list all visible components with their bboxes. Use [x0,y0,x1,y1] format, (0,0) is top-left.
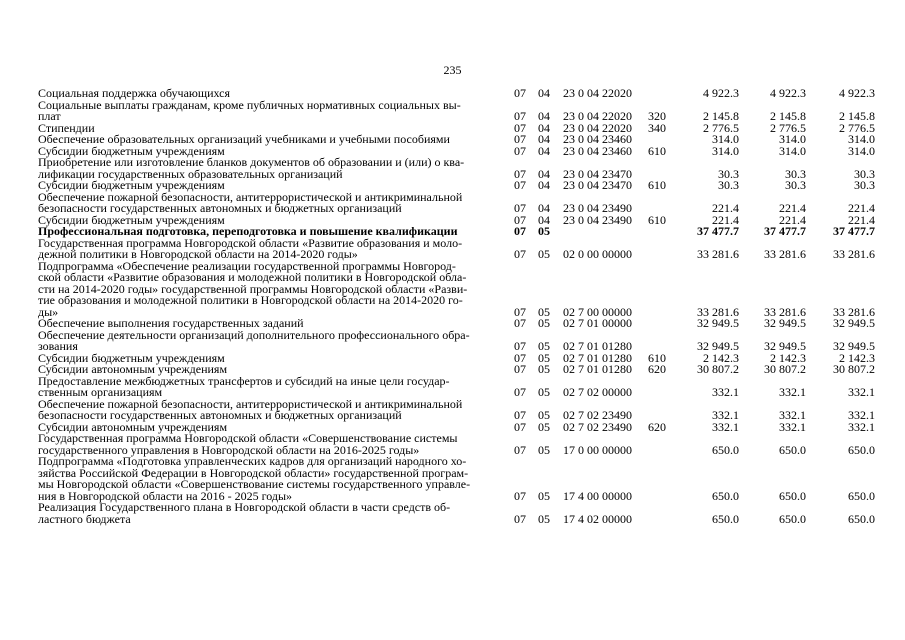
amount-year-2: 33 281.6 [764,304,806,319]
amount-year-3: 4 922.3 [839,86,875,100]
expense-type-code: 320 [648,109,666,123]
amount-year-1: 332.1 [712,385,739,399]
subsection-code: 04 [538,120,550,135]
amount-year-2: 332.1 [779,419,806,434]
section-code: 07 [514,419,526,434]
amount-year-3: 32 949.5 [833,339,875,353]
table-row [0,258,905,319]
amount-year-3: 650.0 [848,488,875,503]
amount-year-3: 33 281.6 [833,304,875,319]
amount-year-2: 2 142.3 [770,350,806,365]
amount-year-3: 221.4 [848,201,875,215]
section-code: 07 [514,408,526,422]
subsection-code: 05 [538,385,550,399]
subsection-code: 04 [538,166,550,181]
amount-year-1: 33 281.6 [697,304,739,319]
subsection-code: 05 [538,419,550,434]
table-row [0,456,905,502]
target-article-code: 02 7 01 00000 [563,316,632,330]
target-article-code: 23 0 04 23460 [563,143,632,158]
target-article-code: 02 7 00 00000 [563,304,632,319]
amount-year-2: 37 477.7 [764,224,806,238]
amount-year-1: 32 949.5 [697,316,739,330]
row-name: Обеспечение образовательных организаций учебниками и учебными пособиями [38,132,450,146]
row-name: Государственная программа Новгородской области «Развитие образования и моло- дежной политики в Новгородской области на 2014-2020 годы» [38,235,463,261]
table-row [0,396,905,422]
table-row [0,502,905,525]
amount-year-3: 332.1 [848,385,875,399]
amount-year-3: 332.1 [848,419,875,434]
subsection-code: 05 [538,316,550,330]
target-article-code: 02 0 00 00000 [563,247,632,261]
amount-year-2: 4 922.3 [770,86,806,100]
section-code: 07 [514,201,526,215]
row-name: Профессиональная подготовка, переподготовка и повышение квалификации [38,224,458,238]
amount-year-1: 332.1 [712,419,739,434]
section-code: 07 [514,120,526,135]
amount-year-2: 30 807.2 [764,362,806,376]
amount-year-1: 314.0 [712,132,739,146]
table-row [0,97,905,123]
amount-year-2: 650.0 [779,488,806,503]
expense-type-code: 610 [648,212,666,227]
page-number: 235 [443,63,462,77]
row-name: Подпрограмма «Обеспечение реализации государственной программы Новгород- ской области «Развитие образования и молодежной политики в Новгородской обла- сти на 2014-2020 годы» государственной программы Новгородской области «Разви- тие образования и молодежной политики в Новгородской области на 2014-2020 го- ды» [38,258,468,319]
section-code: 07 [514,339,526,353]
subsection-code: 05 [538,511,550,526]
subsection-code: 05 [538,224,550,238]
amount-year-1: 2 145.8 [703,109,739,123]
section-code: 07 [514,212,526,227]
subsection-code: 05 [538,339,550,353]
row-name: Стипендии [38,120,95,135]
target-article-code: 02 7 02 23490 [563,408,632,422]
subsection-code: 05 [538,488,550,503]
target-article-code: 02 7 01 01280 [563,350,632,365]
section-code: 07 [514,247,526,261]
target-article-code: 23 0 04 23470 [563,166,632,181]
amount-year-2: 33 281.6 [764,247,806,261]
table-row [0,433,905,456]
budget-table [0,88,905,525]
amount-year-1: 30.3 [718,166,739,181]
subsection-code: 05 [538,304,550,319]
amount-year-3: 314.0 [848,132,875,146]
amount-year-2: 32 949.5 [764,339,806,353]
target-article-code: 23 0 04 22020 [563,86,632,100]
amount-year-2: 2 145.8 [770,109,806,123]
row-name: Государственная программа Новгородской области «Совершенствование системы государственного управления в Новгородской области на 2016-2025 годы» [38,431,458,457]
target-article-code: 17 0 00 00000 [563,442,632,457]
section-code: 07 [514,316,526,330]
amount-year-1: 30.3 [718,178,739,192]
row-name: Обеспечение пожарной безопасности, антитеррористической и антикриминальной безопасности государственных автономных и бюджетных организаций [38,189,463,215]
target-article-code: 02 7 02 23490 [563,419,632,434]
section-code: 07 [514,109,526,123]
target-article-code: 23 0 04 23470 [563,178,632,192]
amount-year-1: 33 281.6 [697,247,739,261]
section-code: 07 [514,166,526,181]
subsection-code: 05 [538,362,550,376]
amount-year-2: 2 776.5 [770,120,806,135]
section-code: 07 [514,178,526,192]
target-article-code: 02 7 01 01280 [563,339,632,353]
target-article-code: 23 0 04 22020 [563,109,632,123]
row-name: Субсидии автономным учреждениям [38,419,228,434]
amount-year-3: 37 477.7 [833,224,875,238]
expense-type-code: 610 [648,178,666,192]
section-code: 07 [514,362,526,376]
table-row [0,157,905,180]
expense-type-code: 620 [648,362,666,376]
row-name: Реализация Государственного плана в Новгородской области в части средств об- ластного бюджета [38,500,451,526]
amount-year-3: 2 142.3 [839,350,875,365]
amount-year-1: 2 776.5 [703,120,739,135]
table-row [0,327,905,353]
amount-year-3: 32 949.5 [833,316,875,330]
amount-year-1: 4 922.3 [703,86,739,100]
amount-year-3: 30.3 [854,178,875,192]
row-name: Субсидии автономным учреждениям [38,362,228,376]
amount-year-2: 314.0 [779,132,806,146]
amount-year-3: 2 776.5 [839,120,875,135]
amount-year-1: 221.4 [712,201,739,215]
section-code: 07 [514,143,526,158]
target-article-code: 23 0 04 23490 [563,212,632,227]
subsection-code: 04 [538,109,550,123]
subsection-code: 05 [538,408,550,422]
row-name: Обеспечение деятельности организаций дополнительного профессионального обра- зования [38,327,470,353]
amount-year-2: 221.4 [779,201,806,215]
amount-year-3: 650.0 [848,511,875,526]
section-code: 07 [514,442,526,457]
row-name: Субсидии бюджетным учреждениям [38,212,225,227]
amount-year-2: 221.4 [779,212,806,227]
amount-year-3: 30.3 [854,166,875,181]
section-code: 07 [514,86,526,100]
subsection-code: 04 [538,143,550,158]
amount-year-3: 332.1 [848,408,875,422]
section-code: 07 [514,488,526,503]
target-article-code: 23 0 04 22020 [563,120,632,135]
subsection-code: 04 [538,132,550,146]
table-row [0,189,905,215]
amount-year-3: 2 145.8 [839,109,875,123]
expense-type-code: 620 [648,419,666,434]
section-code: 07 [514,385,526,399]
row-name: Обеспечение выполнения государственных заданий [38,316,304,330]
amount-year-1: 37 477.7 [697,224,739,238]
amount-year-2: 30.3 [785,166,806,181]
amount-year-1: 332.1 [712,408,739,422]
amount-year-3: 30 807.2 [833,362,875,376]
subsection-code: 05 [538,442,550,457]
target-article-code: 23 0 04 23460 [563,132,632,146]
amount-year-3: 221.4 [848,212,875,227]
subsection-code: 05 [538,247,550,261]
subsection-code: 04 [538,212,550,227]
section-code: 07 [514,132,526,146]
amount-year-2: 314.0 [779,143,806,158]
amount-year-3: 33 281.6 [833,247,875,261]
row-name: Субсидии бюджетным учреждениям [38,350,225,365]
row-name: Субсидии бюджетным учреждениям [38,178,225,192]
amount-year-1: 650.0 [712,442,739,457]
subsection-code: 04 [538,178,550,192]
amount-year-2: 332.1 [779,408,806,422]
amount-year-1: 221.4 [712,212,739,227]
expense-type-code: 610 [648,143,666,158]
section-code: 07 [514,304,526,319]
target-article-code: 17 4 02 00000 [563,511,632,526]
target-article-code: 02 7 02 00000 [563,385,632,399]
amount-year-1: 650.0 [712,511,739,526]
amount-year-2: 650.0 [779,442,806,457]
target-article-code: 23 0 04 23490 [563,201,632,215]
amount-year-2: 650.0 [779,511,806,526]
row-name: Обеспечение пожарной безопасности, антитеррористической и антикриминальной безопасности государственных автономных и бюджетных организаций [38,396,463,422]
subsection-code: 04 [538,201,550,215]
row-name: Социальная поддержка обучающихся [38,86,231,100]
subsection-code: 04 [538,86,550,100]
section-code: 07 [514,511,526,526]
row-name: Предоставление межбюджетных трансфертов и субсидий на иные цели государ- ственным организациям [38,373,450,399]
expense-type-code: 340 [648,120,666,135]
subsection-code: 05 [538,350,550,365]
row-name: Подпрограмма «Подготовка управленческих кадров для организаций народного хо- зяйства Российской Федерации в Новгородской области» государственной програм- мы Новгородской области «Совершенствование системы государственного управле- ния в Новгородской области на 2016 - 2025 годы» [38,454,471,503]
amount-year-1: 314.0 [712,143,739,158]
amount-year-2: 30.3 [785,178,806,192]
table-row [0,235,905,261]
amount-year-2: 332.1 [779,385,806,399]
amount-year-2: 32 949.5 [764,316,806,330]
target-article-code: 02 7 01 01280 [563,362,632,376]
amount-year-1: 2 142.3 [703,350,739,365]
expense-type-code: 610 [648,350,666,365]
amount-year-1: 650.0 [712,488,739,503]
table-row [0,373,905,399]
row-name: Приобретение или изготовление бланков документов об образовании и (или) о ква- лификации государственных образовательных организаций [38,155,465,181]
amount-year-3: 314.0 [848,143,875,158]
amount-year-1: 32 949.5 [697,339,739,353]
amount-year-1: 30 807.2 [697,362,739,376]
row-name: Социальные выплаты гражданам, кроме публичных нормативных социальных вы- плат [38,97,461,123]
row-name: Субсидии бюджетным учреждениям [38,143,225,158]
amount-year-3: 650.0 [848,442,875,457]
section-code: 07 [514,350,526,365]
target-article-code: 17 4 00 00000 [563,488,632,503]
section-code: 07 [514,224,526,238]
